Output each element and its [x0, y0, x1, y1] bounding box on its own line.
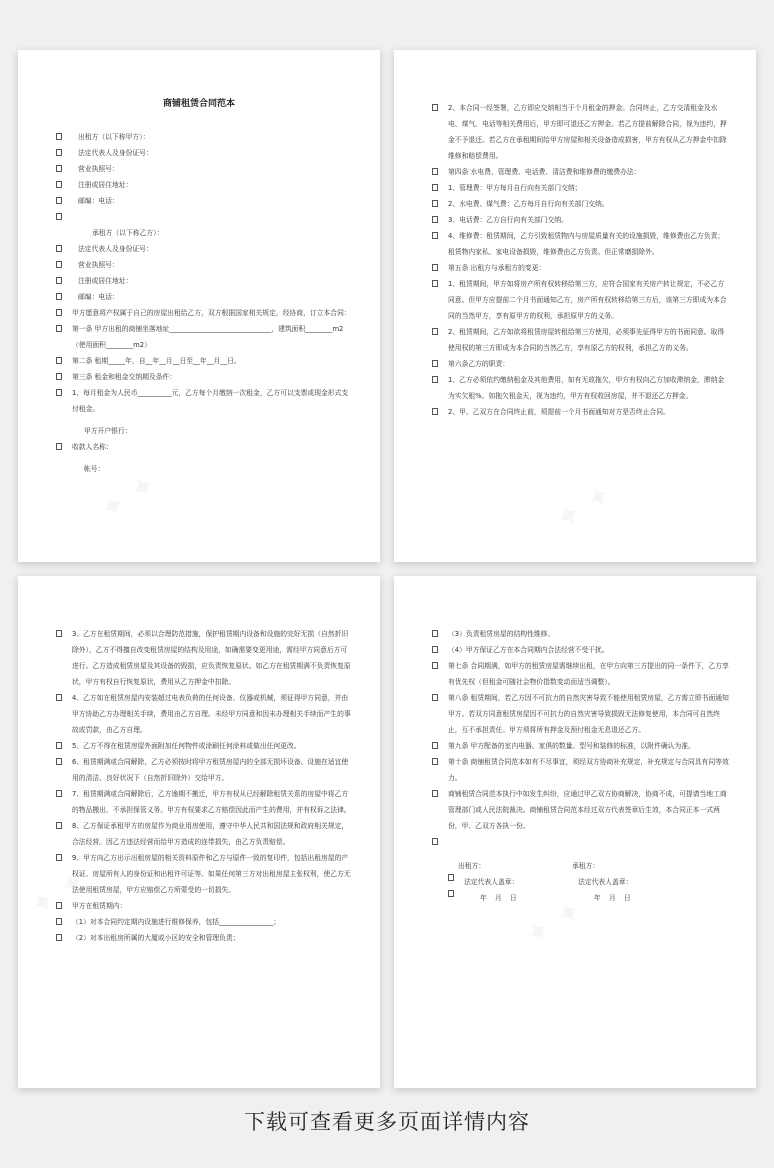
bullet-box-icon: [448, 890, 454, 897]
text-line: （4）甲方保证乙方在本合同期内合法经营不受干扰。: [448, 642, 730, 658]
bullet-box-icon: [56, 325, 62, 332]
text-line: 1、租赁期间，甲方如将房产所有权转移给第三方，应符合国家有关房产转让规定，不必乙方同意。但甲方应提前二个月书面通知乙方，房产所有权转移给第三方后，该第三方即成为本合同的当然甲方，享有原甲方的权利，承担原甲方的义务。: [448, 276, 730, 324]
text-line: 第十条 商铺租赁合同范本如有不尽事宜，须经双方协商补充规定，补充规定与合同具有同等效力。: [448, 754, 730, 786]
bullet-box-icon: [56, 277, 62, 284]
text-line: 邮编：电话：: [72, 193, 354, 209]
bullet-box-icon: [432, 360, 438, 367]
text-line: 2、水电费、煤气费：乙方每月自行向有关部门交纳。: [448, 196, 730, 212]
text-line: 7、租赁期满或合同解除后，乙方逾期不搬迁，甲方有权从已经解除租赁关系的房屋中将乙方的物品搬出，不承担保管义务。甲方有权要求乙方赔偿因此而产生的费用，并有权诉之法律。: [72, 786, 354, 818]
bullet-box-icon: [432, 694, 438, 701]
text-line: 出租方（以下称甲方）：: [72, 129, 354, 145]
document-title: 商铺租赁合同范本: [162, 99, 235, 109]
bullet-box-icon: [56, 742, 62, 749]
lessee-label: 承租方：: [572, 862, 600, 870]
bullet-box-icon: [56, 197, 62, 204]
lessor-rep-label: 法定代表人盖章：: [464, 878, 519, 886]
text-line: 第五条 出租方与承租方的变更：: [448, 260, 730, 276]
text-line: 9、甲方向乙方出示出租房屋的相关资料原件和乙方与原件一致的复印件，包括出租房屋的产权证、房屋所有人的身份证和出租许可证等。如果任何第三方对出租房屋主张权利，使乙方无法使用租赁房屋，甲方应赔偿乙方所蒙受的一切损失。: [72, 850, 354, 898]
text-line: 邮编：电话：: [72, 289, 354, 305]
text-line: 第九条 甲方配备的室内电器、家俱的数量、型号和装修的标准，以附件确认为准。: [448, 738, 730, 754]
bullet-box-icon: [432, 790, 438, 797]
bullet-box-icon: [56, 245, 62, 252]
bullet-box-icon: [432, 168, 438, 175]
bullet-box-icon: [56, 261, 62, 268]
text-line: 1、管理费：甲方每月自行向有关部门交纳；: [448, 180, 730, 196]
lessor-label: 出租方：: [458, 862, 486, 870]
bullet-box-icon: [432, 232, 438, 239]
bullet-box-icon: [432, 104, 438, 111]
bullet-box-icon: [56, 309, 62, 316]
text-line: 第一条 甲方出租的商铺坐落地址______________________________，建筑面积________m2（使用面积________m2）: [72, 321, 354, 353]
bullet-box-icon: [432, 216, 438, 223]
text-line: 甲方愿意将产权属于自己的房屋出租给乙方，双方根据国家相关规定，经协商，订立本合同：: [72, 305, 354, 321]
bullet-box-icon: [56, 293, 62, 300]
bullet-box-icon: [432, 646, 438, 653]
download-prompt[interactable]: 下载可查看更多页面详情内容: [244, 1110, 530, 1134]
bullet-box-icon: [432, 184, 438, 191]
bullet-box-icon: [56, 357, 62, 364]
bullet-box-icon: [56, 790, 62, 797]
text-line: 6、租赁期满或合同解除，乙方必须按时将甲方租赁房屋内的全部无损坏设备、设施在适宜使用的清洁、良好状况下（自然折旧除外）交给甲方。: [72, 754, 354, 786]
watermark: [549, 477, 619, 539]
bullet-box-icon: [432, 376, 438, 383]
text-line: 第八条 租赁期间，若乙方因不可抗力的自然灾害导致不能使用租赁房屋，乙方需立即书面通知甲方。若双方同意租赁房屋因不可抗力的自然灾害导致损毁无法修复使用，本合同可自然终止，互不承担责任。甲方须将所有押金及预付租金无息退还乙方。: [448, 690, 730, 738]
text-line: 甲方开户银行：: [84, 427, 132, 435]
text-line: [448, 834, 730, 850]
text-line: 帐号：: [84, 465, 105, 473]
document-page-3: [18, 576, 380, 1088]
text-line: （2）对本出租房所属的大厦或小区的安全和管理负责；: [72, 930, 354, 946]
bullet-box-icon: [56, 854, 62, 861]
bullet-box-icon: [432, 408, 438, 415]
document-page-2: [394, 50, 756, 562]
text-line: 3、乙方在租赁期间，必须以合理防范措施，保护租赁期内设备和设施的完好无损（自然折旧除外），乙方不得擅自改变租赁房屋的结构及用途，如确需要变更用途，需经甲方同意后方可进行。乙方造成租赁房屋及其设备的毁损，应负责恢复原状。如乙方在租赁期满不负责恢复原状，甲方有权自行恢复原状，费用从乙方押金中扣除。: [72, 626, 354, 690]
text-line: 1、乙方必须依约缴纳租金及其他费用，如有无故拖欠，甲方有权向乙方加收滞纳金，滞纳金为实欠租%。如拖欠租金天，视为违约，甲方有权收回房屋，并不退还乙方押金。: [448, 372, 730, 404]
document-page-4: [394, 576, 756, 1088]
text-line: 4、乙方如在租赁房屋内安装超过电表负荷的任何设备、仪器或机械，须征得甲方同意，并由甲方协助乙方办理相关手续，费用由乙方自理。未经甲方同意和因未办理相关手续而产生的事故或罚款，由乙方自理。: [72, 690, 354, 738]
text-line: 2、本合同一经签署，乙方即应交纳相当于个月租金的押金。合同终止，乙方交清租金及水电、煤气、电话等相关费用后，甲方即可退还乙方押金。若乙方提前解除合同，视为违约，押金不予退还。若乙方在承租期间给甲方房屋和相关设备造成损害，甲方有权从乙方押金中扣除维修和赔偿费用。: [448, 100, 730, 164]
bullet-box-icon: [56, 133, 62, 140]
document-page-1: [18, 50, 380, 562]
text-line: 第二条 租期_____年，自__年__月__日至__年__月__日。: [72, 353, 354, 369]
bullet-box-icon: [56, 373, 62, 380]
text-line: 营业执照号：: [72, 161, 354, 177]
bullet-box-icon: [432, 264, 438, 271]
bullet-box-icon: [432, 200, 438, 207]
bullet-box-icon: [56, 165, 62, 172]
bullet-box-icon: [56, 918, 62, 925]
text-line: 营业执照号：: [72, 257, 354, 273]
text-line: 收款人名称：: [72, 439, 354, 455]
text-line: 第七条 合同期满，如甲方的租赁房屋需继续出租，在甲方向第三方提出的同一条件下，乙方享有优先权（但租金可随社会物价指数变动而适当调整）。: [448, 658, 730, 690]
bullet-box-icon: [56, 149, 62, 156]
signature-row: [448, 874, 730, 890]
signature-row: [448, 858, 730, 874]
text-line: 注册或居住地址：: [72, 273, 354, 289]
bullet-box-icon: [56, 630, 62, 637]
text-line: 1、每月租金为人民币__________元，乙方每个月缴纳一次租金，乙方可以支票或现金形式支付租金。: [72, 385, 354, 417]
text-line: （3）负责租赁房屋的结构性维修。: [448, 626, 730, 642]
bullet-box-icon: [56, 181, 62, 188]
bullet-box-icon: [56, 443, 62, 450]
lessee-date: 年 月 日: [594, 894, 631, 902]
text-line: 承租方（以下称乙方）：: [92, 229, 164, 237]
text-line: 商铺租赁合同范本执行中如发生纠纷，应通过甲乙双方协商解决，协商不成，可提请当地工商管理部门或人民法院裁决。商铺租赁合同范本经过双方代表签章后生效，本合同正本一式两份，甲、乙双方各执一份。: [448, 786, 730, 834]
bullet-box-icon: [56, 758, 62, 765]
bullet-box-icon: [56, 822, 62, 829]
text-line: 注册或居住地址：: [72, 177, 354, 193]
text-line: 3、电话费：乙方自行向有关部门交纳。: [448, 212, 730, 228]
lessor-date: 年 月 日: [480, 894, 517, 902]
bullet-box-icon: [56, 902, 62, 909]
text-line: 第三条 租金和租金交纳期及条件：: [72, 369, 354, 385]
text-line: 第四条 水电费、管理费、电话费、清洁费和维修费的缴费办法：: [448, 164, 730, 180]
bullet-box-icon: [56, 694, 62, 701]
bullet-box-icon: [432, 280, 438, 287]
bullet-box-icon: [56, 389, 62, 396]
text-line: 2、租赁期间，乙方如欲将租赁房屋转租给第三方使用，必须事先征得甲方的书面同意。取得使用权的第三方即成为本合同的当然乙方，享有原乙方的权利，承担乙方的义务。: [448, 324, 730, 356]
text-line: 5、乙方不得在租赁房屋外面附加任何物件或涂刷任何涂料或做出任何更改。: [72, 738, 354, 754]
bullet-box-icon: [432, 630, 438, 637]
bullet-box-icon: [432, 328, 438, 335]
bullet-box-icon: [432, 662, 438, 669]
bullet-box-icon: [432, 758, 438, 765]
bullet-box-icon: [56, 213, 62, 220]
lessee-rep-label: 法定代表人盖章：: [578, 878, 633, 886]
text-line: 法定代表人及身份证号：: [72, 145, 354, 161]
text-line: [72, 209, 354, 225]
text-line: 第六条乙方的职责：: [448, 356, 730, 372]
text-line: 2、甲、乙双方在合同终止前，须提前一个月书面通知对方是否终止合同。: [448, 404, 730, 420]
bullet-box-icon: [448, 874, 454, 881]
text-line: 法定代表人及身份证号：: [72, 241, 354, 257]
text-line: 甲方在租赁期内：: [72, 898, 354, 914]
signature-row: [448, 890, 730, 906]
text-line: （1）对本合同约定期内设施进行维修保养，包括________________；: [72, 914, 354, 930]
bullet-box-icon: [432, 838, 438, 845]
bullet-box-icon: [56, 934, 62, 941]
bullet-box-icon: [432, 742, 438, 749]
text-line: 8、乙方保证承租甲方的房屋作为商业用房使用，遵守中华人民共和国法规和政府相关规定，合法经营。因乙方违法经营而给甲方造成的连带损失，由乙方负责赔偿。: [72, 818, 354, 850]
text-line: 4、维修费：租赁期间，乙方引致租赁物内与房屋质量有关的设施损毁，维修费由乙方负责；租赁物内家私、家电设备损毁，维修费由乙方负责。但正常磨损除外。: [448, 228, 730, 260]
